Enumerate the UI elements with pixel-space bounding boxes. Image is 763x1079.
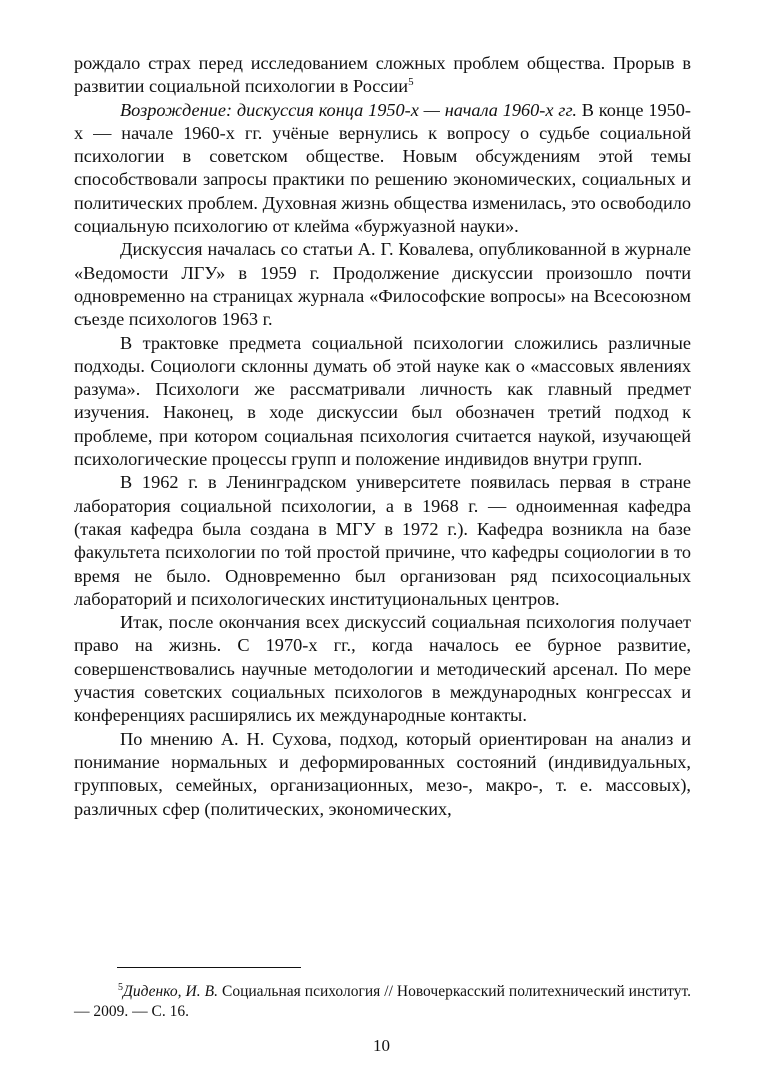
- paragraph-1-text: рождало страх перед исследованием сложных проблем общества. Прорыв в развитии социальной психологии в России: [74, 53, 691, 97]
- footnote-reference[interactable]: 5: [408, 76, 414, 89]
- section-heading: Возрождение: дискуссия конца 1950-х — начала 1960-х гг.: [120, 99, 577, 120]
- footnote-text: Социальная психология // Новочеркасский политехнический институт. — 2009. — С. 16.: [74, 983, 691, 1020]
- paragraph-2-text: В конце 1950-х — начале 1960-х гг. учёные вернулись к вопросу о судьбе социальной психологии в советском обществе. Новым обсуждениям этой темы способствовали запросы практики по решению экономических, социальных и политических проблем. Духовная жизнь общества изменилась, это освободило социальную психологию от клейма «буржуазной науки».: [74, 99, 691, 237]
- paragraph-1: [74, 52, 691, 99]
- paragraph-6: Итак, после окончания всех дискуссий социальная психология получает право на жизнь. С 1970-х гг., когда началось ее бурное развитие, совершенствовались научные методологии и методический арсенал. По мере участия советских социальных психологов в международных конгрессах и конференциях расширялись их международные контакты.: [74, 612, 691, 726]
- footnote-divider: [117, 967, 301, 968]
- page-number: 10: [373, 1036, 390, 1055]
- footnote: [74, 982, 691, 1022]
- paragraph-5: В 1962 г. в Ленинградском университете появилась первая в стране лаборатория социальной психологии, а в 1968 г. — одноименная кафедра (такая кафедра была создана в МГУ в 1972 г.). Кафедра возникла на базе факультета психологии по той простой причине, что кафедры социологии в то время не было. Одновременно был организован ряд психосоциальных лабораторий и психологических институциональных центров.: [74, 472, 691, 609]
- footnote-number: 5: [118, 982, 123, 993]
- paragraph-3: Дискуссия началась со статьи А. Г. Ковалева, опубликованной в журнале «Ведомости ЛГУ» в 1959 г. Продолжение дискуссии произошло почти одновременно на страницах журнала «Философские вопросы» на Всесоюзном съезде психологов 1963 г.: [74, 239, 691, 330]
- paragraph-7: По мнению А. Н. Сухова, подход, который ориентирован на анализ и понимание нормальных и деформированных состояний (индивидуальных, групповых, семейных, организационных, мезо-, макро-, т. е. массовых), различных сфер (политических, экономических,: [74, 728, 691, 819]
- page-body: [74, 52, 691, 821]
- paragraph-2: [74, 99, 691, 239]
- footnote-author: Диденко, И. В.: [123, 983, 218, 1000]
- paragraph-4: В трактовке предмета социальной психологии сложились различные подходы. Социологи склонны думать об этой науке как о «массовых явлениях разума». Психологи же рассматривали личность как главный предмет изучения. Наконец, в ходе дискуссии был обозначен третий подход к проблеме, при котором социальная психология считается наукой, изучающей психологические процессы групп и положение индивидов внутри групп.: [74, 332, 691, 470]
